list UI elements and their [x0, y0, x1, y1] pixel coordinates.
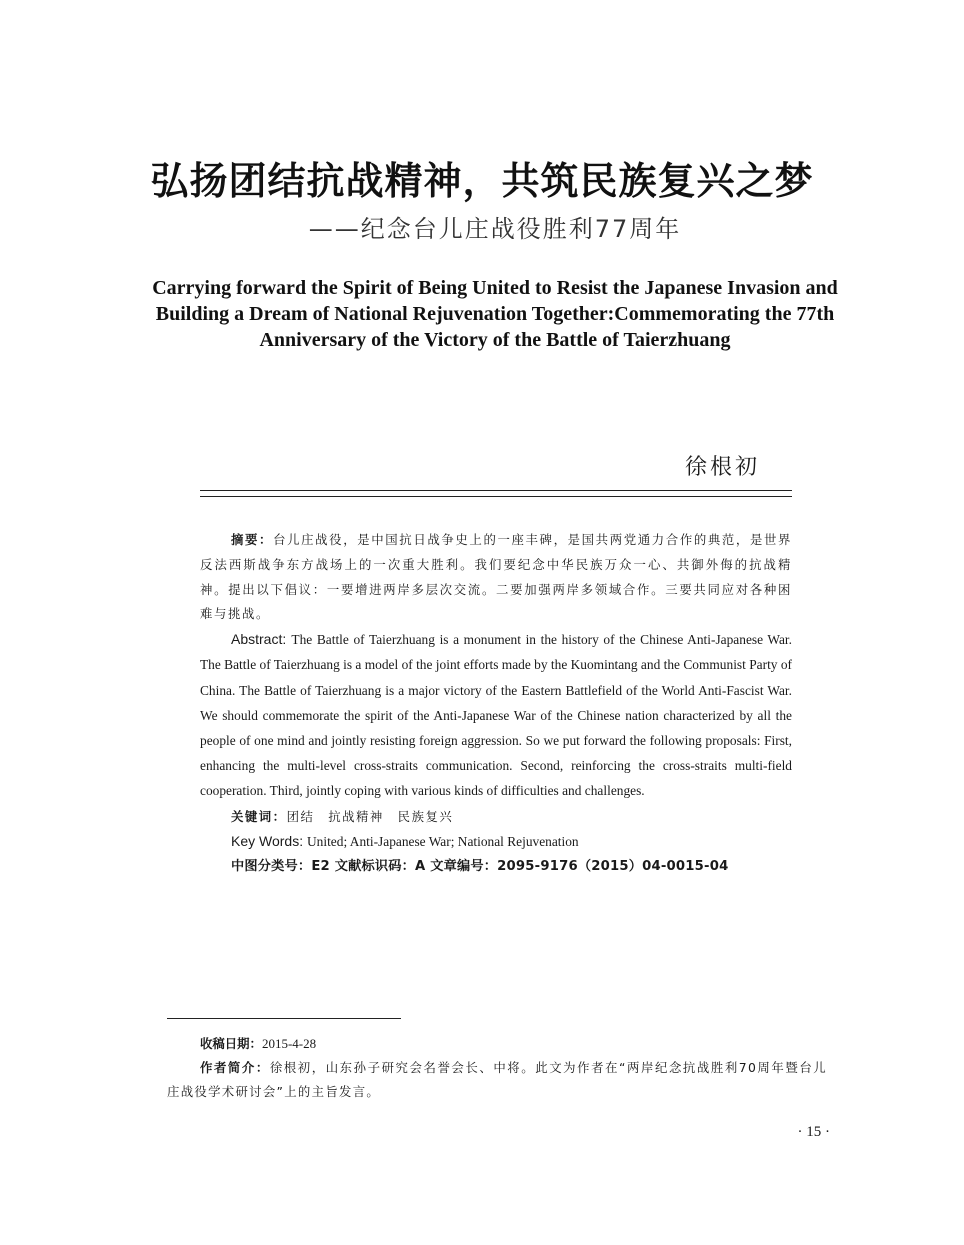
page-number: · 15 · [797, 1124, 830, 1140]
author-bio-label: 作者简介： [200, 1060, 270, 1075]
title-chinese: 弘扬团结抗战精神，共筑民族复兴之梦 [150, 159, 814, 203]
abstract-block [200, 528, 792, 879]
author-bio-text: 徐根初，山东孙子研究会名誉会长、中将。此文为作者在“两岸纪念抗战胜利70周年暨台儿庄战役学术研讨会”上的主旨发言。 [167, 1060, 827, 1099]
keywords-english-text: United; Anti-Japanese War; National Rejuvenation [307, 833, 579, 849]
subtitle-chinese: ——纪念台儿庄战役胜利77周年 [308, 215, 682, 243]
abstract-paragraph [200, 627, 792, 803]
summary-label: 摘要： [231, 532, 274, 547]
abstract-text: The Battle of Taierzhuang is a monument in the history of the Chinese Anti-Japanese War. The Battle of Taierzhuang is a model of the joint efforts made by the Kuomintang and the Communist Party of China. The Battle of Taierzhuang is a major victory of the Eastern Battlefield of the World Anti-Fascist War. We should commemorate the spirit of the Anti-Japanese War of the Chinese nation characterized by all the people of one mind and jointly resisting foreign aggression. So we put forward the following proposals: First, enhancing the multi-level cross-straits communication. Second, reinforcing the cross-straits multi-field cooperation. Third, jointly coping with various kinds of difficulties and challenges. [200, 632, 792, 799]
received-date-line [167, 1032, 827, 1056]
summary-text: 台儿庄战役，是中国抗日战争史上的一座丰碑，是国共两党通力合作的典范，是世界反法西斯战争东方战场上的一次重大胜利。我们要纪念中华民族万众一心、共御外侮的抗战精神。提出以下倡议：一要增进两岸多层次交流。二要加强两岸多领域合作。三要共同应对各种困难与挑战。 [200, 532, 792, 622]
keywords-chinese-text: 团结 抗战精神 民族复兴 [286, 808, 454, 824]
keywords-chinese [200, 804, 792, 829]
keywords-english-label: Key Words: [231, 832, 307, 849]
footnote-rule [167, 1018, 401, 1019]
title-english: Carrying forward the Spirit of Being United to Resist the Japanese Invasion and Building a Dream of National Rejuvenation Together:Commemorating the 77th Anniversary of the Victory of the Battle of Taierzhuang [152, 277, 838, 351]
footnote-block [167, 1032, 827, 1104]
received-date: 2015-4-28 [261, 1036, 317, 1051]
classification-line: 中图分类号：E2 文献标识码：A 文章编号：2095-9176（2015）04-0015-04 [231, 858, 729, 874]
author-bio [167, 1056, 827, 1104]
keywords-chinese-label: 关键词： [231, 808, 287, 824]
author-name: 徐根初 [684, 455, 760, 480]
summary-paragraph [200, 528, 792, 627]
header-rule-bottom [200, 496, 792, 497]
header-rule-top [200, 490, 792, 491]
abstract-label: Abstract: [231, 631, 292, 648]
keywords-english [200, 829, 792, 854]
received-label: 收稿日期： [200, 1036, 262, 1051]
